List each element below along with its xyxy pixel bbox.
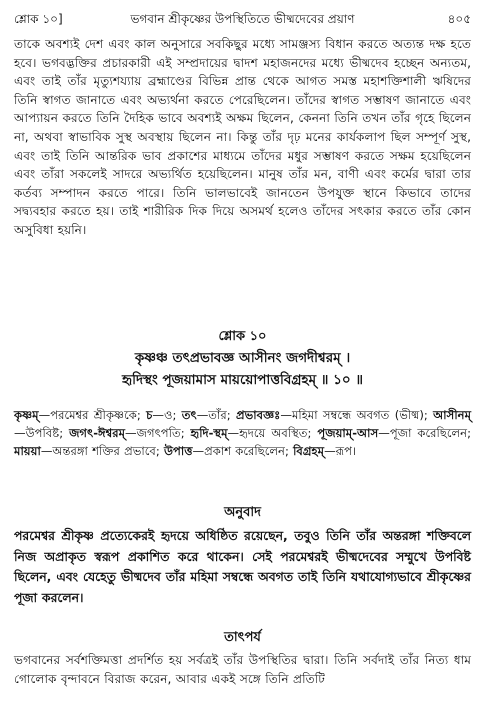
sanskrit-verse <box>0 347 485 391</box>
synonym-word-asinam: আসীনম্ <box>433 408 472 422</box>
synonym-word-pujayam-asa: পূজয়াম্-আস <box>317 426 379 441</box>
synonym-meaning: অন্তরঙ্গা শক্তির প্রভাবে; <box>52 444 164 459</box>
synonym-word-tat: তৎ <box>181 408 197 422</box>
verse-line-1: কৃষ্ণঞ্চ তৎপ্রভাবজ্ঞ আসীনং জগদীশ্বরম্ । <box>134 350 351 366</box>
header-chapter-title: ভগবান শ্রীকৃষ্ণের উপস্থিতিতে ভীষ্মদেবের প্রয়াণ <box>130 12 355 26</box>
synonym-meaning: পূজা করেছিলেন; <box>389 426 471 441</box>
header-verse-ref: শ্লোক ১০] <box>14 12 63 26</box>
page-number: ৪০৫ <box>447 12 471 26</box>
purport-text: ভগবানের সর্বশক্তিমত্তা প্রদর্শিত হয় সর্বত্রই তাঁর উপস্থিতির দ্বারা। তিনি সর্বদাই তাঁর নিত্য ধাম গোলোক বৃন্দাবনে বিরাজ করেন, আবার একই সঙ্গে তিনি প্রতিটি <box>14 653 471 686</box>
synonym-meaning: রূপ। <box>335 444 357 459</box>
verse-title: শ্লোক ১০ <box>218 329 267 344</box>
synonym-word-hrdistham: হৃদি-স্থম্ <box>190 426 228 441</box>
synonym-meaning: পরমেশ্বর শ্রীকৃষ্ণকে; <box>50 408 147 422</box>
running-header <box>14 8 471 30</box>
purport-continuation: তাকে অবশ্যই দেশ এবং কাল অনুসারে সবকিছুর মধ্যে সামঞ্জস্য বিধান করতে অত্যন্ত দক্ষ হতে হবে। ভগবদ্ভক্তির প্রচারকারী এই সম্প্রদায়ের দ্বাদশ মহাজনদের মধ্যে ভীষ্মদেব হচ্ছেন অন্যতম, এবং তাই তাঁর মৃত্যুশয্যায় ব্রহ্মাণ্ডের বিভিন্ন প্রান্ত থেকে আগত সমস্ত মহাশক্তিশালী ঋষিদের তিনি স্বাগত জানাতে এবং অভ্যর্থনা করতে পেরেছিলেন। তাঁদের স্বাগত সম্ভাষণ জানাতে এবং আপ্যায়ন করতে তিনি দৈহিক ভাবে অবশ্যই অক্ষম ছিলেন, কেননা তিনি তখন তাঁর গৃহে ছিলেন না, অথবা স্বাভাবিক সুস্থ অবস্থায় ছিলেন না। কিন্তু তাঁর দৃঢ় মনের কার্যকলাপ ছিল সম্পূর্ণ সুস্থ, এবং তাই তিনি আন্তরিক ভাব প্রকাশের মাধ্যমে তাঁদের মধুর সম্ভাষণ করতে সক্ষম হয়েছিলেন এবং তাঁরা সকলেই সাদরে অভ্যর্থিত হয়েছিলেন। মানুষ তাঁর মন, বাণী এবং কর্মের দ্বারা তার কর্তব্য সম্পাদন করতে পারে। তিনি ভালভাবেই জানতেন উপযুক্ত স্থানে কিভাবে তাদের সদ্ব্যবহার করতে হয়। তাই শারীরিক দিক দিয়ে অসমর্থ হলেও তাঁদের সৎকার করতে তাঁর কোন অসুবিধা হয়নি। <box>14 37 471 237</box>
translation-title: অনুবাদ <box>224 505 261 520</box>
synonym-word-krishnam: কৃষ্ণম্ <box>14 408 39 422</box>
synonym-word-mayaya: মায়য়া <box>14 444 41 459</box>
synonym-word-ca: চ <box>146 408 153 422</box>
synonym-meaning: তাঁর; <box>208 408 236 422</box>
synonym-meaning: মহিমা সম্বন্ধে অবগত (ভীষ্ম); <box>291 408 434 422</box>
synonyms: কৃষ্ণম্—পরমেশ্বর শ্রীকৃষ্ণকে; চ—ও; তৎ—তাঁর; প্রভাবজ্ঞঃ—মহিমা সম্বন্ধে অবগত (ভীষ্ম); আসীনম্—উপবিষ্ট; জগৎ-ঈশ্বরম্—জগৎপতি; হৃদি-স্থম্—হৃদয়ে অবস্থিত; পূজয়াম্-আস—পূজা করেছিলেন; মায়য়া—অন্তরঙ্গা শক্তির প্রভাবে; উপাত্ত—প্রকাশ করেছিলেন; বিগ্রহম্—রূপ। <box>14 408 472 459</box>
synonym-word-jagadisvaram: জগৎ-ঈশ্বরম্ <box>69 426 126 441</box>
synonym-meaning: উপবিষ্ট; <box>25 426 70 441</box>
synonym-meaning: প্রকাশ করেছিলেন; <box>204 444 294 459</box>
synonym-word-vigraham: বিগ্রহম্ <box>293 444 325 459</box>
synonym-word-prabhavajna: প্রভাবজ্ঞঃ <box>235 408 281 422</box>
synonym-meaning: জগৎপতি; <box>136 426 191 441</box>
synonym-meaning: ও; <box>164 408 182 422</box>
synonym-meaning: হৃদয়ে অবস্থিত; <box>239 426 318 441</box>
purport-title: তাৎপর্য <box>224 630 261 645</box>
translation-text: পরমেশ্বর শ্রীকৃষ্ণ প্রত্যেকেরই হৃদয়ে অধিষ্ঠিত রয়েছেন, তবুও তিনি তাঁর অন্তরঙ্গা শক্তিবলে নিজ অপ্রাকৃত স্বরূপ প্রকাশিত করে থাকেন। সেই পরমেশ্বরই ভীষ্মদেবের সম্মুখে উপবিষ্ট ছিলেন, এবং যেহেতু ভীষ্মদেব তাঁর মহিমা সম্বন্ধে অবগত তাই তিনি যথাযোগ্যভাবে শ্রীকৃষ্ণের পূজা করলেন। <box>14 528 471 605</box>
verse-line-2: হৃদিস্থং পূজয়ামাস মায়য়োপাত্তবিগ্রহম্ ॥ ১০ ॥ <box>121 372 363 388</box>
synonym-word-upatta: উপাত্ত <box>163 444 193 459</box>
